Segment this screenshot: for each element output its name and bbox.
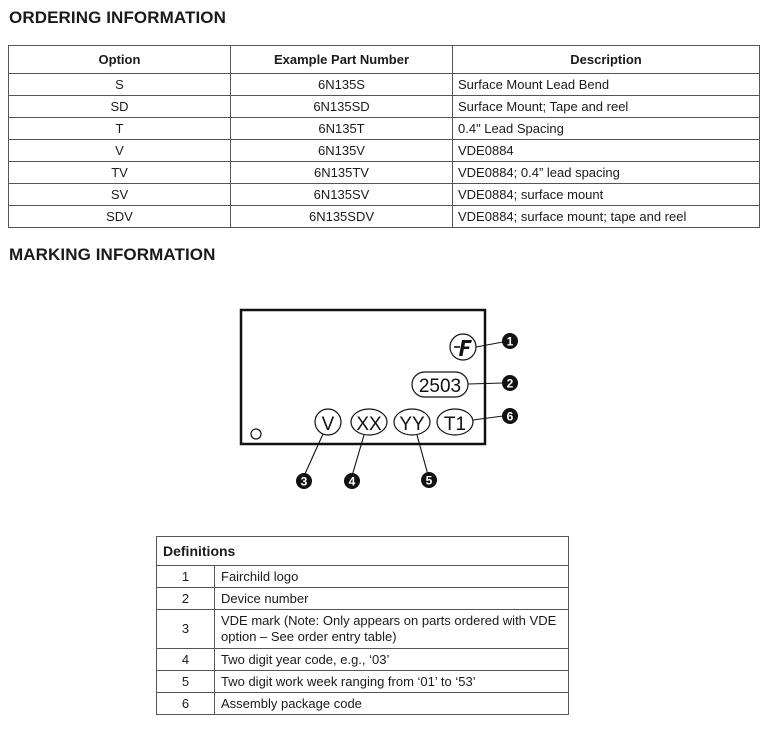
part-number-cell: 6N135S — [231, 74, 453, 96]
callout-6 — [502, 408, 518, 424]
column-header-description: Description — [453, 46, 760, 74]
column-header-option: Option — [9, 46, 231, 74]
definition-text: Device number — [215, 588, 569, 610]
vde-mark-text: V — [321, 414, 335, 435]
device-number-text: 2503 — [418, 376, 462, 397]
table-row — [157, 671, 569, 693]
definition-text: Fairchild logo — [215, 566, 569, 588]
table-row — [9, 96, 760, 118]
table-row — [9, 184, 760, 206]
option-cell: S — [9, 74, 231, 96]
definition-number: 4 — [157, 649, 215, 671]
callout-5 — [421, 472, 437, 488]
svg-text:6: 6 — [506, 409, 514, 424]
part-number-cell: 6N135SDV — [231, 206, 453, 228]
table-row — [9, 140, 760, 162]
definition-text: VDE mark (Note: Only appears on parts ordered with VDE option – See order entry table) — [215, 610, 569, 649]
definition-text: Two digit work week ranging from ‘01’ to ‘53’ — [215, 671, 569, 693]
definitions-header: Definitions — [157, 537, 569, 566]
table-row — [157, 566, 569, 588]
callout-3 — [296, 473, 312, 489]
svg-text:5: 5 — [425, 473, 433, 488]
table-row — [9, 74, 760, 96]
table-row — [157, 610, 569, 649]
callout-1 — [502, 333, 518, 349]
column-header-part-number: Example Part Number — [231, 46, 453, 74]
table-row — [157, 588, 569, 610]
description-cell: Surface Mount; Tape and reel — [453, 96, 760, 118]
week-code-text: YY — [399, 414, 425, 435]
table-row — [9, 162, 760, 184]
callout-4 — [344, 473, 360, 489]
description-cell: VDE0884; 0.4” lead spacing — [453, 162, 760, 184]
definition-text: Assembly package code — [215, 693, 569, 715]
table-row — [9, 118, 760, 140]
year-code-text: XX — [356, 414, 382, 435]
definition-number: 2 — [157, 588, 215, 610]
definitions-table — [156, 536, 569, 715]
svg-text:3: 3 — [300, 474, 308, 489]
table-row — [157, 649, 569, 671]
description-cell: VDE0884; surface mount — [453, 184, 760, 206]
part-number-cell: 6N135SV — [231, 184, 453, 206]
description-cell: 0.4" Lead Spacing — [453, 118, 760, 140]
option-cell: SV — [9, 184, 231, 206]
option-cell: SDV — [9, 206, 231, 228]
ordering-table — [8, 45, 760, 228]
table-row — [9, 206, 760, 228]
svg-text:4: 4 — [348, 474, 356, 489]
table-row — [157, 693, 569, 715]
option-cell: SD — [9, 96, 231, 118]
option-cell: T — [9, 118, 231, 140]
part-number-cell: 6N135SD — [231, 96, 453, 118]
ordering-information-heading: ORDERING INFORMATION — [9, 8, 227, 27]
definition-number: 5 — [157, 671, 215, 693]
option-cell: V — [9, 140, 231, 162]
svg-text:2: 2 — [506, 376, 514, 391]
marking-information-heading: MARKING INFORMATION — [9, 245, 216, 264]
ordering-header-row — [9, 46, 760, 74]
description-cell: Surface Mount Lead Bend — [453, 74, 760, 96]
package-code-text: T1 — [443, 414, 467, 435]
definition-number: 3 — [157, 610, 215, 649]
description-cell: VDE0884; surface mount; tape and reel — [453, 206, 760, 228]
definition-number: 6 — [157, 693, 215, 715]
callout-2 — [502, 375, 518, 391]
definition-number: 1 — [157, 566, 215, 588]
part-number-cell: 6N135TV — [231, 162, 453, 184]
definition-text: Two digit year code, e.g., ‘03’ — [215, 649, 569, 671]
description-cell: VDE0884 — [453, 140, 760, 162]
marking-diagram — [230, 300, 530, 500]
svg-text:1: 1 — [506, 334, 514, 349]
part-number-cell: 6N135T — [231, 118, 453, 140]
option-cell: TV — [9, 162, 231, 184]
part-number-cell: 6N135V — [231, 140, 453, 162]
